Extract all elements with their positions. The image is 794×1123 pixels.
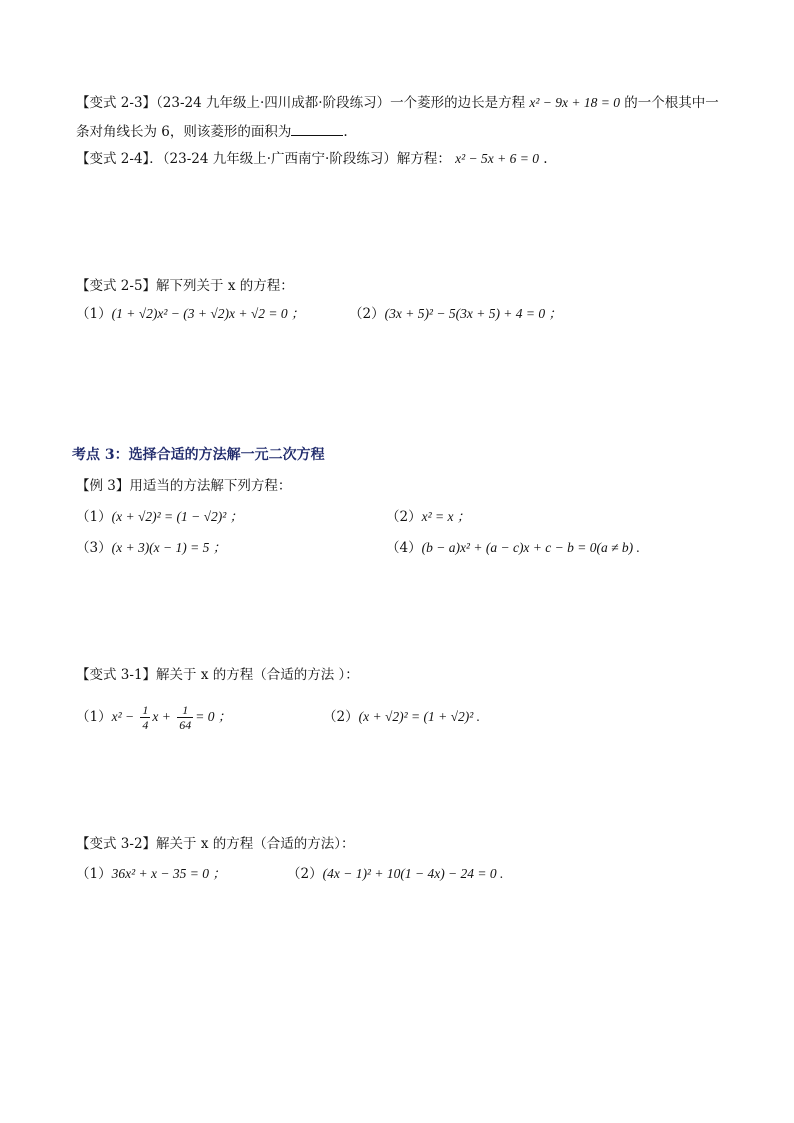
- problem-3-1-part-1: [76, 700, 231, 734]
- problem-label: 【变式 2-3】: [76, 95, 157, 111]
- fraction-numerator: 1: [177, 703, 193, 718]
- part-label: （1）: [76, 509, 112, 525]
- example-3-part-1: [76, 507, 243, 527]
- problem-label: 【变式 2-5】: [76, 278, 157, 294]
- part-label: （1）: [76, 866, 112, 882]
- part-label: （2）: [287, 866, 323, 882]
- problem-3-1: [76, 665, 359, 685]
- equation: (x + 3)(x − 1) = 5 ；: [111, 540, 227, 555]
- equation: (b − a)x² + (a − c)x + c − b = 0(a ≠ b) .: [421, 540, 640, 555]
- problem-3-1-part-2: [323, 700, 480, 734]
- problem-2-4: [76, 149, 548, 169]
- equation: x² − 9x + 18 = 0: [529, 95, 620, 110]
- part-label: （2）: [323, 709, 359, 725]
- part-label: （2）: [349, 306, 385, 322]
- problem-text: 条对角线长为 6，则该菱形的面积为: [76, 124, 292, 140]
- equation: (x + √2)² = (1 + √2)² .: [358, 709, 481, 724]
- part-label: （2）: [386, 509, 422, 525]
- problem-label: 【变式 3-2】: [76, 836, 157, 852]
- equation: 36x² + x − 35 = 0 ；: [111, 866, 226, 881]
- equation: x² = x ；: [421, 509, 471, 524]
- part-label: （1）: [76, 306, 112, 322]
- fraction: [177, 703, 193, 732]
- example-3-part-3: [76, 538, 226, 558]
- problem-label: 【变式 2-4】: [76, 151, 150, 167]
- example-3-part-4: [386, 538, 640, 558]
- problem-3-2-part-1: [76, 864, 226, 884]
- part-label: （1）: [76, 709, 112, 725]
- example-3: [76, 476, 291, 496]
- problem-text: 一个菱形的边长是方程: [390, 95, 526, 111]
- problem-2-3-line-2: [76, 121, 348, 142]
- problem-source: （23-24 九年级上·四川成都·阶段练习）: [156, 95, 391, 111]
- problem-2-5-part-2: [349, 304, 562, 324]
- problem-2-5-part-1: [76, 304, 305, 324]
- equation-term: = 0 ；: [195, 709, 232, 724]
- equation: x² − 5x + 6 = 0: [455, 151, 539, 166]
- part-label: （3）: [76, 540, 112, 556]
- equation: (1 + √2)x² − (3 + √2)x + √2 = 0 ；: [111, 306, 305, 321]
- problem-label: 【例 3】: [76, 478, 130, 494]
- problem-label: 【变式 3-1】: [76, 667, 157, 683]
- part-label: （4）: [386, 540, 422, 556]
- problem-text: 的一个根其中一: [624, 95, 719, 111]
- problem-3-2: [76, 834, 354, 854]
- problem-text: ．（23-24 九年级上·广西南宁·阶段练习）解方程：: [149, 151, 451, 167]
- problem-text: 解下列关于 x 的方程：: [156, 278, 294, 294]
- equation: (3x + 5)² − 5(3x + 5) + 4 = 0 ；: [384, 306, 563, 321]
- fraction-denominator: 4: [142, 718, 149, 732]
- period: .: [343, 124, 348, 140]
- problem-3-2-part-2: [287, 864, 503, 884]
- fraction-numerator: 1: [142, 703, 149, 717]
- equation-term: x² −: [111, 709, 135, 724]
- problem-2-5: [76, 276, 294, 296]
- answer-blank[interactable]: [291, 121, 343, 136]
- equation-term: x +: [152, 709, 171, 724]
- problem-2-3-line-1: [76, 93, 719, 113]
- fraction: [140, 703, 150, 732]
- equation: (4x − 1)² + 10(1 − 4x) − 24 = 0 .: [322, 866, 504, 881]
- problem-text: 解关于 x 的方程（合适的方法）：: [156, 836, 355, 852]
- period: .: [543, 151, 548, 167]
- problem-text: 解关于 x 的方程（合适的方法 ）：: [156, 667, 359, 683]
- problem-text: 用适当的方法解下列方程：: [129, 478, 292, 494]
- equation: (x + √2)² = (1 − √2)² ；: [111, 509, 244, 524]
- example-3-part-2: [386, 507, 470, 527]
- fraction-denominator: 64: [179, 718, 192, 732]
- section-heading: 考点 3：选择合适的方法解一元二次方程: [72, 447, 325, 463]
